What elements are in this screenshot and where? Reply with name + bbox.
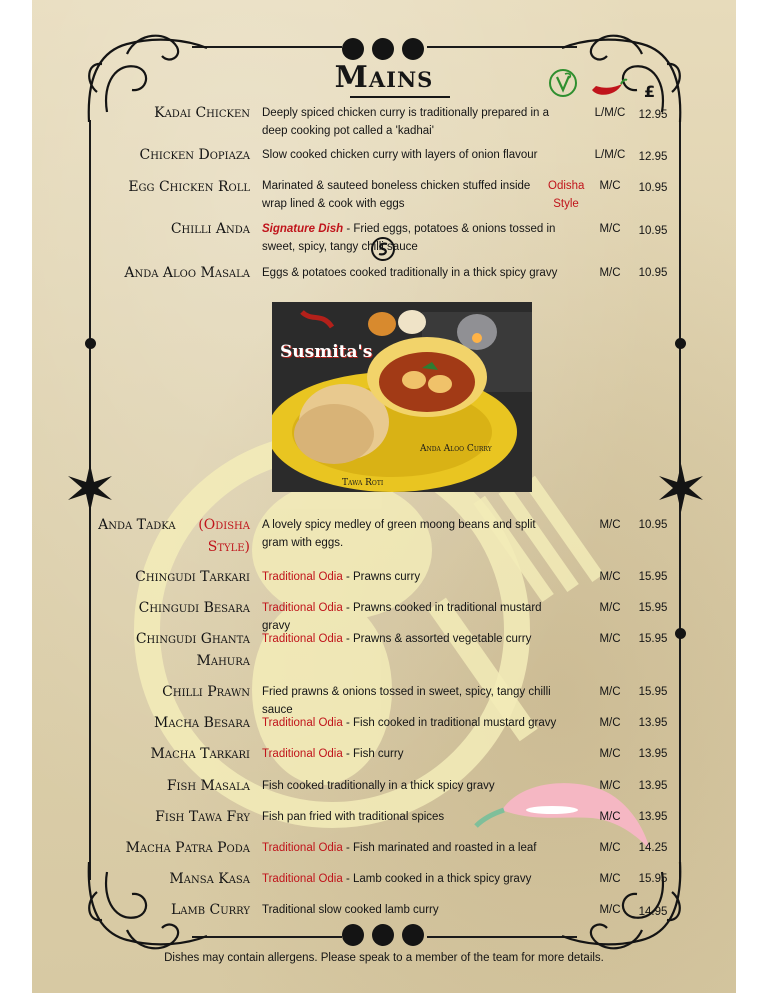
traditional-odia-label: Traditional Odia xyxy=(262,842,343,854)
dish-name: Chicken Dopiaza xyxy=(139,147,250,163)
dish-description-text: - Prawns & assorted vegetable curry xyxy=(342,633,532,645)
dish-size: M/C xyxy=(599,267,621,279)
dish-name: Chingudi Tarkari xyxy=(135,569,250,585)
dish-price: 15.95 xyxy=(638,633,668,645)
dish-description xyxy=(262,839,562,857)
dish-name: Anda Aloo Masala xyxy=(124,265,250,281)
traditional-odia-label: Traditional Odia xyxy=(262,748,343,760)
dish-description xyxy=(262,870,562,888)
ornament-dot xyxy=(342,38,364,60)
dish-style-note: (Odisha Style) xyxy=(198,517,250,555)
food-photo xyxy=(272,302,532,492)
dish-size: M/C xyxy=(599,180,621,192)
dish-description-text: - Fried eggs, potatoes & onions tossed in sweet, spicy, tangy chilli sauce xyxy=(262,223,556,253)
dish-price: 10.95 xyxy=(638,267,668,279)
dish-size: M/C xyxy=(599,686,621,698)
dish-description: A lovely spicy medley of green moong beans and split gram with eggs. xyxy=(262,519,536,549)
dish-description-text: - Prawns curry xyxy=(342,571,421,583)
dish-size: M/C xyxy=(599,519,621,531)
menu-section-title: Mains xyxy=(334,60,434,95)
allergen-footer-note: Dishes may contain allergens. Please speak to a member of the team for more details. xyxy=(164,952,604,964)
dish-size: M/C xyxy=(599,873,621,885)
red-chilli-icon xyxy=(588,76,628,100)
ornament-dot xyxy=(402,924,424,946)
dish-size: M/C xyxy=(599,748,621,760)
dish-size: L/M/C xyxy=(594,149,626,161)
dish-name: Chingudi Besara xyxy=(138,600,250,616)
ornament-dot xyxy=(402,38,424,60)
dish-price: 14.95 xyxy=(638,906,668,918)
dish-description xyxy=(262,630,562,648)
dish-price: 10.95 xyxy=(638,225,668,237)
traditional-odia-label: Traditional Odia xyxy=(262,717,343,729)
dish-price: 12.95 xyxy=(638,109,668,121)
ornament-dot xyxy=(85,338,96,349)
dish-price: 10.95 xyxy=(638,519,668,531)
ornament-dot xyxy=(372,924,394,946)
dish-description: Fried prawns & onions tossed in sweet, spicy, tangy chilli sauce xyxy=(262,686,551,716)
dish-name: Mansa Kasa xyxy=(169,871,250,887)
dish-name: Fish Tawa Fry xyxy=(155,809,250,825)
dish-size: M/C xyxy=(599,602,621,614)
dish-name xyxy=(98,514,250,558)
dish-price: 10.95 xyxy=(638,182,668,194)
dish-description-text: - Fish marinated and roasted in a leaf xyxy=(342,842,537,854)
dish-description-text: - Fish cooked in traditional mustard gravy xyxy=(342,717,557,729)
dish-price: 12.95 xyxy=(638,151,668,163)
dish-description: Slow cooked chicken curry with layers of onion flavour xyxy=(262,149,538,161)
dish-description: Eggs & potatoes cooked traditionally in a thick spicy gravy xyxy=(262,267,558,279)
dish-name: Lamb Curry xyxy=(170,902,250,918)
dish-price: 13.95 xyxy=(638,717,668,729)
dish-price: 13.95 xyxy=(638,811,668,823)
dish-description-text: - Prawns cooked in traditional mustard gravy xyxy=(262,602,542,632)
dish-price: 15.95 xyxy=(638,686,668,698)
traditional-odia-label: Traditional Odia xyxy=(262,633,343,645)
dish-description: Traditional slow cooked lamb curry xyxy=(262,904,439,916)
dish-name: Chingudi Ghanta Mahura xyxy=(135,631,250,669)
dish-name: Egg Chicken Roll xyxy=(128,179,250,195)
dish-name: Macha Patra Poda xyxy=(125,840,250,856)
dish-description-text: - Fish curry xyxy=(342,748,404,760)
dish-style-note: Odisha Style xyxy=(548,180,585,210)
dish-description-text: - Lamb cooked in a thick spicy gravy xyxy=(342,873,532,885)
dish-name: Fish Masala xyxy=(166,778,250,794)
ornament-dot xyxy=(675,338,686,349)
traditional-odia-label: Traditional Odia xyxy=(262,571,343,583)
dish-description: Marinated & sauteed boneless chicken stuffed inside wrap lined & cook with eggs xyxy=(262,180,531,210)
dish-size: M/C xyxy=(599,780,621,792)
dish-name-text: Anda Tadka xyxy=(98,517,176,533)
dish-name: Macha Besara xyxy=(153,715,250,731)
photo-caption: Tawa Roti xyxy=(342,478,384,488)
brand-logo-text: Susmita's xyxy=(280,342,373,362)
dish-size: L/M/C xyxy=(594,107,626,119)
dish-size: M/C xyxy=(599,223,621,235)
photo-caption: Anda Aloo Curry xyxy=(420,444,492,454)
traditional-odia-label: Traditional Odia xyxy=(262,602,343,614)
dish-name: Chilli Anda xyxy=(170,221,250,237)
dish-description: Deeply spiced chicken curry is traditionally prepared in a deep cooking pot called a 'kadhai' xyxy=(262,107,550,137)
ornament-dot xyxy=(675,628,686,639)
signature-logo-icon xyxy=(370,236,396,262)
dish-description xyxy=(262,220,562,256)
dish-size: M/C xyxy=(599,904,621,916)
dish-size: M/C xyxy=(599,842,621,854)
star-ornament-left xyxy=(66,464,114,512)
dish-description: Fish cooked traditionally in a thick spicy gravy xyxy=(262,780,495,792)
dish-description xyxy=(262,714,562,732)
dish-size: M/C xyxy=(599,811,621,823)
ornament-dot xyxy=(372,38,394,60)
dish-description xyxy=(262,568,562,586)
dish-size: M/C xyxy=(599,633,621,645)
dish-price: 13.95 xyxy=(638,748,668,760)
dish-name: Chilli Prawn xyxy=(162,684,250,700)
menu-page xyxy=(32,0,736,993)
dish-price: 13.95 xyxy=(638,780,668,792)
dish-size: M/C xyxy=(599,717,621,729)
dish-price: 14.25 xyxy=(638,842,668,854)
signature-dish-label: Signature Dish xyxy=(262,223,344,235)
dish-size: M/C xyxy=(599,571,621,583)
dish-name: Kadai Chicken xyxy=(154,105,250,121)
food-photo-image xyxy=(272,302,532,492)
vegetarian-leaf-icon xyxy=(548,68,578,98)
dish-price: 15.95 xyxy=(638,873,668,885)
traditional-odia-label: Traditional Odia xyxy=(262,873,343,885)
title-underline xyxy=(350,96,450,98)
dish-description xyxy=(262,745,562,763)
dish-price: 15.95 xyxy=(638,571,668,583)
dish-description: Fish pan fried with traditional spices xyxy=(262,811,445,823)
dish-name: Macha Tarkari xyxy=(150,746,250,762)
currency-symbol: £ xyxy=(644,82,656,101)
ornament-dot xyxy=(342,924,364,946)
dish-price: 15.95 xyxy=(638,602,668,614)
star-ornament-right xyxy=(657,464,705,512)
